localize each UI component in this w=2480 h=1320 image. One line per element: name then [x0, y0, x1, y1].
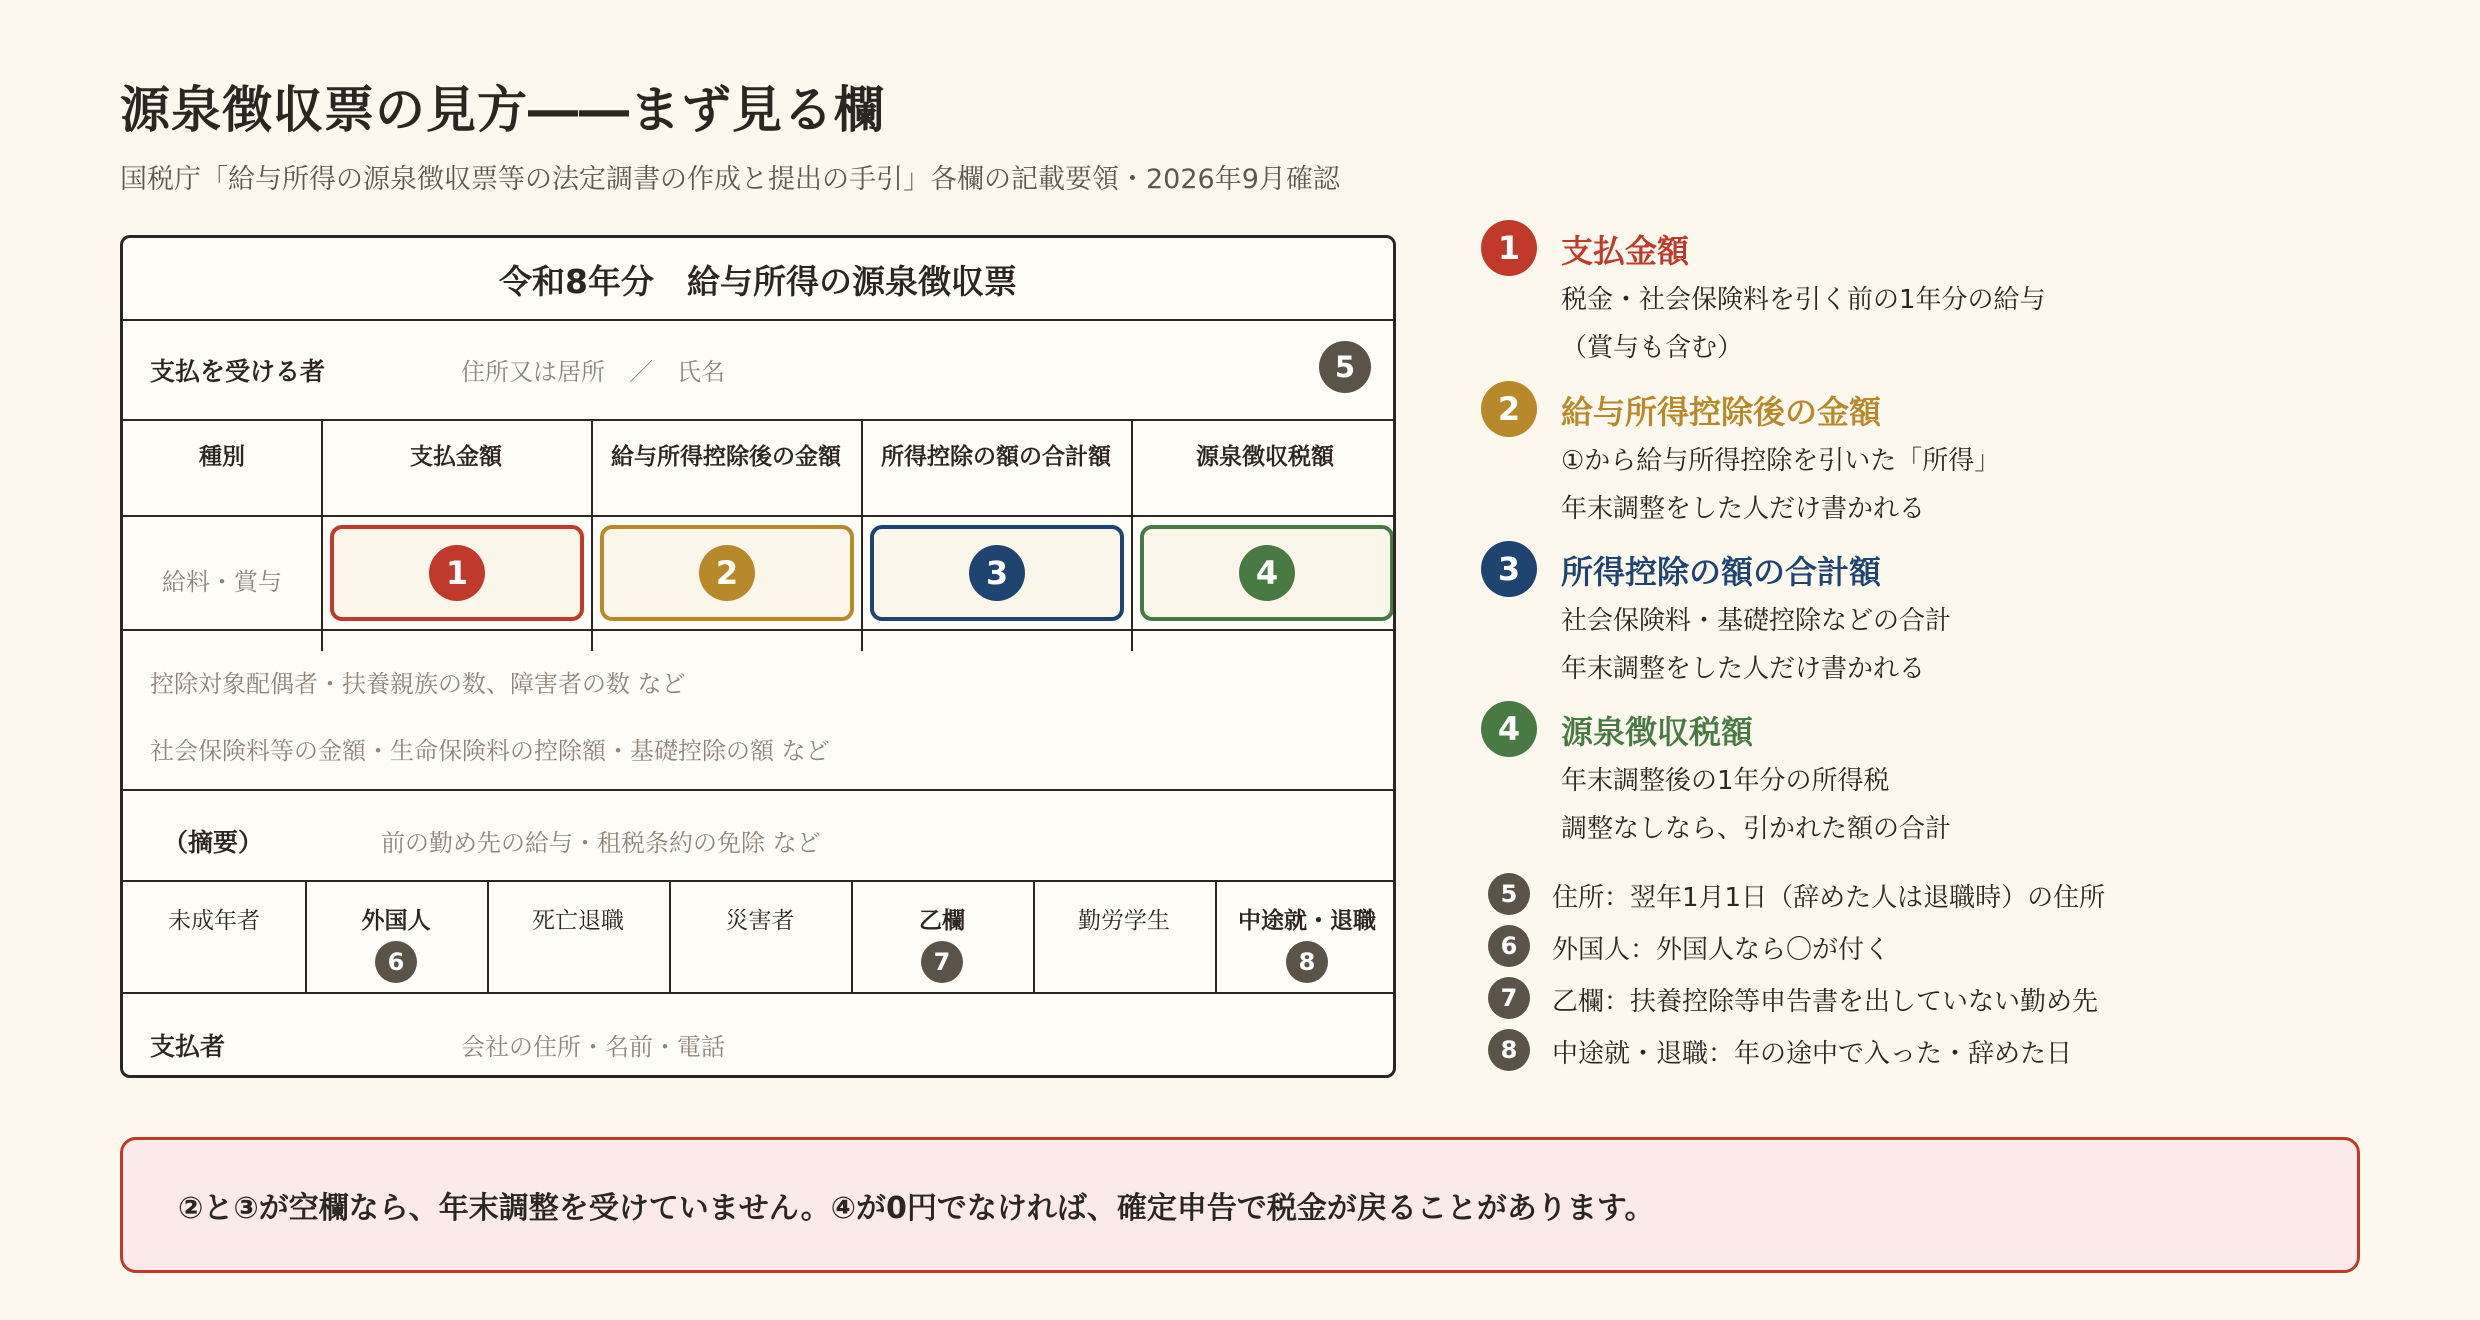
divider	[123, 789, 1393, 791]
legend-line: 年末調整をした人だけ書かれる	[1561, 494, 1926, 524]
legend-line: 社会保険料・基礎控除などの合計	[1561, 606, 1952, 636]
divider	[1215, 880, 1217, 992]
callout-box	[120, 1137, 2360, 1273]
legend-line: （賞与も含む）	[1561, 333, 1744, 363]
legend-desc-1	[1561, 276, 2046, 372]
divider	[123, 629, 1393, 631]
divider	[487, 880, 489, 992]
legend-marker-2: 2	[1481, 381, 1537, 437]
note-marker-5: 5	[1488, 873, 1530, 915]
header-deduction-total: 所得控除の額の合計額	[881, 444, 1111, 470]
divider	[123, 992, 1393, 994]
type-value: 給料・賞与	[162, 568, 282, 596]
remarks-hint: 前の勤め先の給与・租税条約の免除 など	[381, 829, 821, 857]
legend-line: ①から給与所得控除を引いた「所得」	[1561, 446, 2001, 476]
tax-withheld-box	[1140, 525, 1394, 621]
divider	[123, 419, 1393, 421]
legend-line: 年末調整後の1年分の所得税	[1561, 766, 1890, 796]
note-marker-7: 7	[1488, 977, 1530, 1019]
withholding-slip-form	[120, 235, 1396, 1078]
header-after-deduction: 給与所得控除後の金額	[611, 444, 841, 470]
header-type: 種別	[199, 444, 245, 470]
legend-title-1: 支払金額	[1561, 232, 1690, 270]
marker-3: 3	[969, 545, 1025, 601]
note-text-7: 乙欄：扶養控除等申告書を出していない勤め先	[1552, 987, 2099, 1017]
check-disaster: 災害者	[725, 908, 795, 934]
form-title: 令和8年分 給与所得の源泉徴収票	[499, 262, 1017, 301]
payment-box	[330, 525, 584, 621]
deduction-line-1: 控除対象配偶者・扶養親族の数、障害者の数 など	[150, 670, 686, 698]
page-subtitle: 国税庁「給与所得の源泉徴収票等の法定調書の作成と提出の手引」各欄の記載要領・2026年9月確認	[120, 164, 1340, 195]
recipient-label: 支払を受ける者	[150, 357, 326, 386]
legend-title-3: 所得控除の額の合計額	[1561, 553, 1882, 591]
legend-title-2: 給与所得控除後の金額	[1561, 393, 1882, 431]
header-tax-withheld: 源泉徴収税額	[1196, 444, 1334, 470]
marker-1: 1	[429, 545, 485, 601]
note-text-5: 住所：翌年1月1日（辞めた人は退職時）の住所	[1552, 883, 2106, 913]
divider	[123, 880, 1393, 882]
payer-label: 支払者	[150, 1032, 226, 1061]
legend-marker-1: 1	[1481, 220, 1537, 276]
callout-text: ②と③が空欄なら、年末調整を受けていません。④が0円でなければ、確定申告で税金が戻ることがあります。	[178, 1191, 1655, 1226]
marker-8: 8	[1286, 941, 1328, 983]
note-text-8: 中途就・退職：年の途中で入った・辞めた日	[1552, 1039, 2073, 1069]
legend-line: 調整なしなら、引かれた額の合計	[1561, 814, 1952, 844]
marker-2: 2	[699, 545, 755, 601]
deduction-total-box	[870, 525, 1124, 621]
remarks-label: （摘要）	[163, 828, 264, 857]
note-text-6: 外国人：外国人なら〇が付く	[1552, 935, 1891, 965]
marker-6: 6	[375, 941, 417, 983]
divider	[1033, 880, 1035, 992]
marker-5: 5	[1319, 341, 1371, 393]
divider	[123, 515, 1393, 517]
after-deduction-box	[600, 525, 854, 621]
divider	[851, 880, 853, 992]
check-foreigner: 外国人	[361, 908, 431, 934]
check-minor: 未成年者	[168, 908, 260, 934]
note-marker-6: 6	[1488, 925, 1530, 967]
recipient-hint: 住所又は居所 ／ 氏名	[461, 358, 725, 386]
divider	[123, 319, 1393, 321]
check-otsu-column: 乙欄	[919, 908, 965, 934]
legend-desc-3	[1561, 597, 1951, 693]
divider	[669, 880, 671, 992]
legend-marker-4: 4	[1481, 701, 1537, 757]
header-payment: 支払金額	[410, 444, 502, 470]
marker-7: 7	[921, 941, 963, 983]
check-midyear-change: 中途就・退職	[1238, 908, 1376, 934]
divider	[305, 880, 307, 992]
page-title: 源泉徴収票の見方――まず見る欄	[120, 81, 885, 139]
legend-line: 年末調整をした人だけ書かれる	[1561, 654, 1926, 684]
deduction-line-2: 社会保険料等の金額・生命保険料の控除額・基礎控除の額 など	[150, 737, 830, 765]
legend-line: 税金・社会保険料を引く前の1年分の給与	[1561, 285, 2046, 315]
legend-marker-3: 3	[1481, 541, 1537, 597]
legend-desc-4	[1561, 757, 1951, 853]
legend-desc-2	[1561, 437, 2000, 533]
marker-4: 4	[1239, 545, 1295, 601]
check-working-student: 勤労学生	[1078, 908, 1170, 934]
payer-hint: 会社の住所・名前・電話	[461, 1033, 725, 1061]
legend-title-4: 源泉徴収税額	[1561, 713, 1754, 751]
check-death-retirement: 死亡退職	[532, 908, 624, 934]
note-marker-8: 8	[1488, 1029, 1530, 1071]
